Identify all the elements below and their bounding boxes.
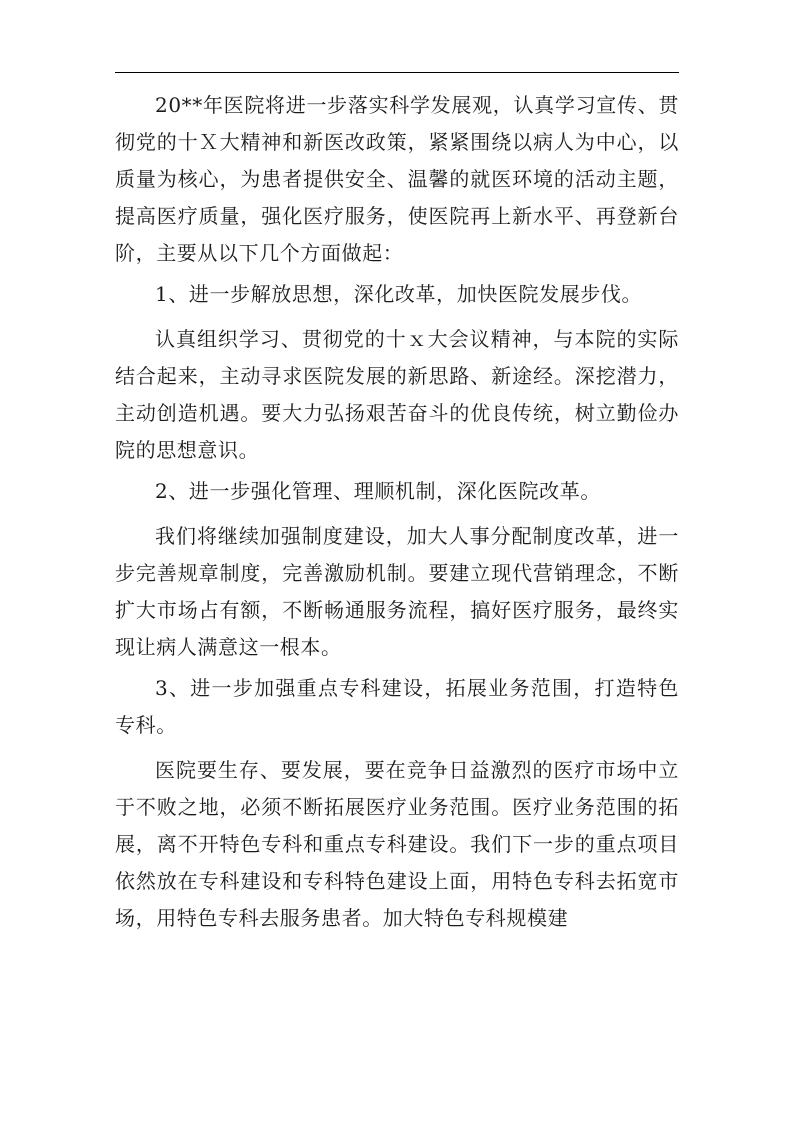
document-body [115, 87, 679, 941]
header-rule [115, 72, 679, 73]
item-1-heading: 1、进一步解放思想，深化改革，加快医院发展步伐。 [155, 282, 643, 306]
item-2-heading: 2、进一步强化管理、理顺机制，深化医院改革。 [155, 479, 601, 503]
item-1-paragraph: 认真组织学习、贯彻党的十ｘ大会议精神，与本院的实际结合起来，主动寻求医院发展的新思路、新途经。深挖潜力，主动创造机遇。要大力弘扬艰苦奋斗的优良传统，树立勤俭办院的思想意识。 [115, 327, 679, 462]
intro-paragraph: 20**年医院将进一步落实科学发展观，认真学习宣传、贯彻党的十Ｘ大精神和新医改政策，紧紧围绕以病人为中心，以质量为核心，为患者提供安全、温馨的就医环境的活动主题，提高医疗质量，强化医疗服务，使医院再上新水平、再登新台阶，主要从以下几个方面做起： [115, 93, 679, 265]
item-3-heading: 3、进一步加强重点专科建设，拓展业务范围，打造特色专科。 [115, 676, 679, 737]
item-2-paragraph: 我们将继续加强制度建设，加大人事分配制度改革，进一步完善规章制度，完善激励机制。要建立现代营销理念，不断扩大市场占有额，不断畅通服务流程，搞好医疗服务，最终实现让病人满意这一根本。 [115, 524, 679, 659]
item-3-paragraph: 医院要生存、要发展，要在竞争日益激烈的医疗市场中立于不败之地，必须不断拓展医疗业务范围。医疗业务范围的拓展，离不开特色专科和重点专科建设。我们下一步的重点项目依然放在专科建设和专科特色建设上面，用特色专科去拓宽市场，用特色专科去服务患者。加大特色专科规模建 [115, 758, 679, 930]
